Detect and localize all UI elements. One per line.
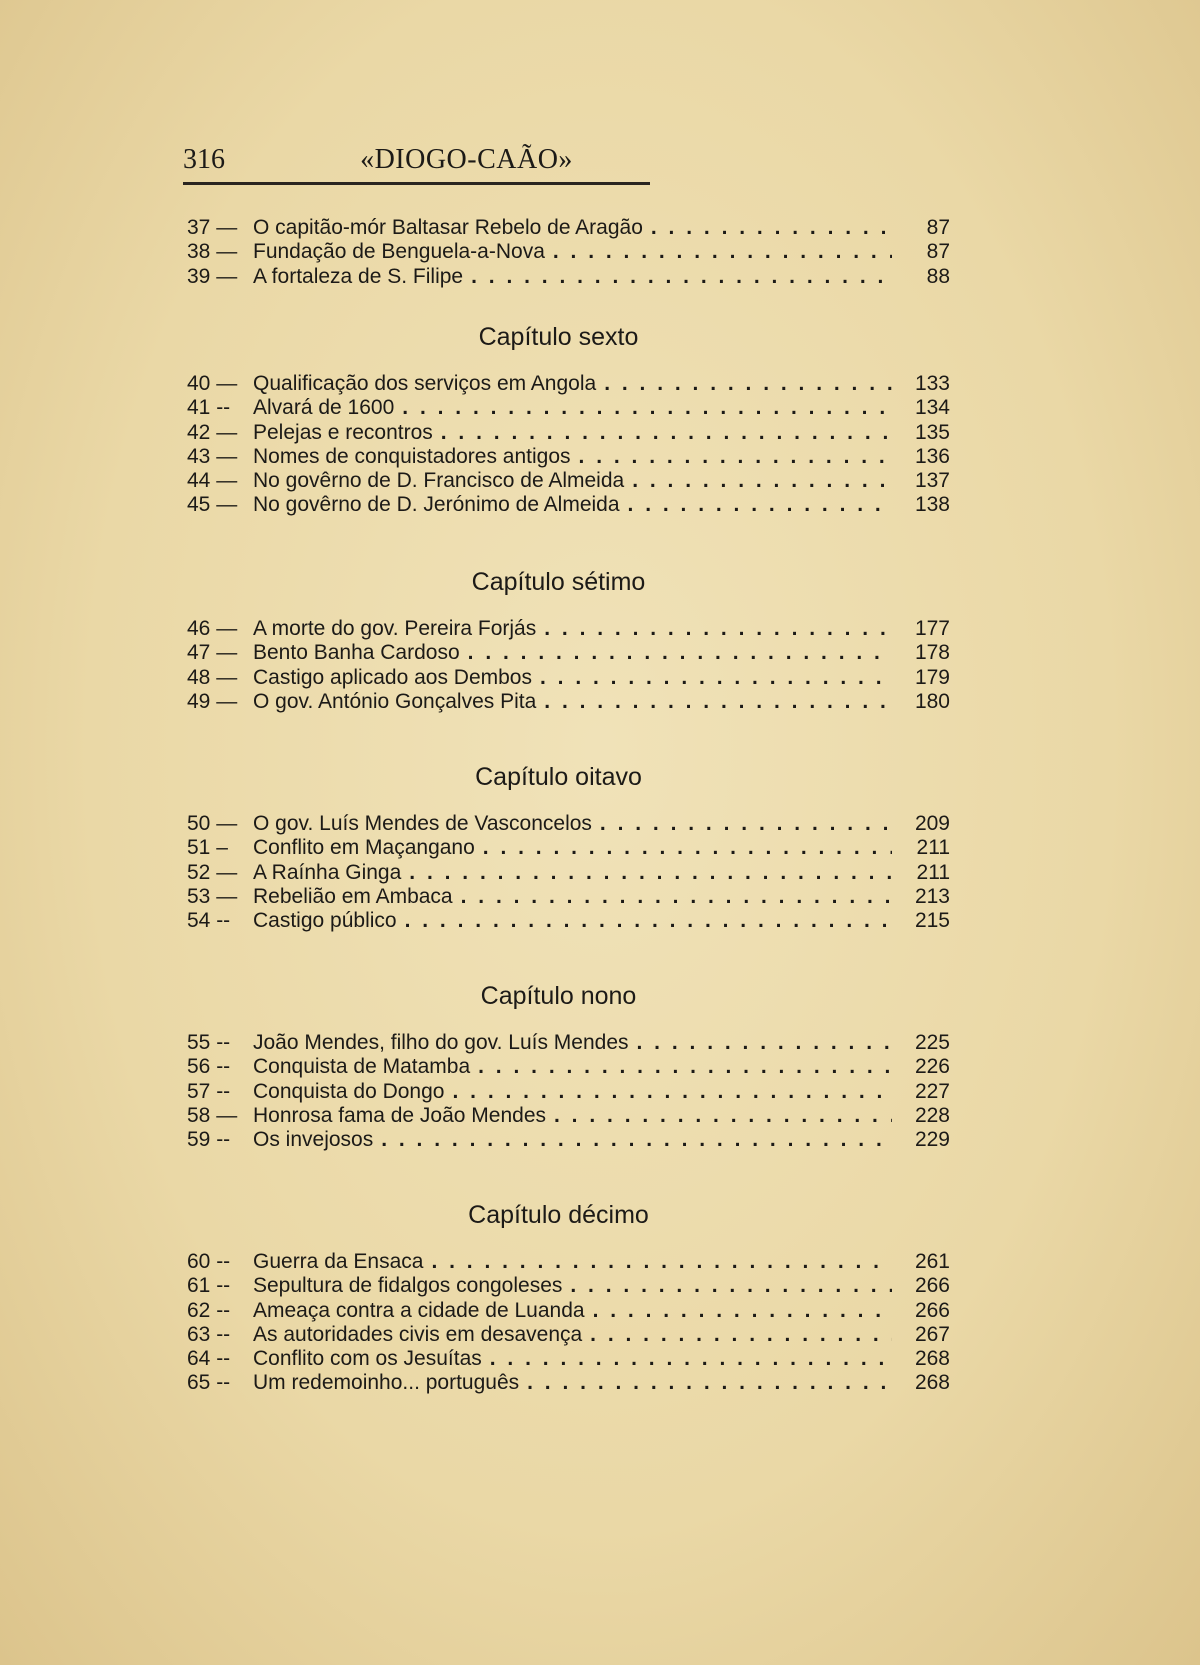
toc-entry xyxy=(187,1299,950,1323)
entry-number: 38 — xyxy=(187,240,238,264)
toc-section xyxy=(187,567,950,714)
entry-page: 133 xyxy=(914,372,950,395)
dot-leader xyxy=(536,617,892,641)
entry-number: 65 -- xyxy=(187,1371,231,1395)
toc-entry xyxy=(187,1104,950,1128)
entry-page: 87 xyxy=(926,216,950,239)
toc-entry xyxy=(187,421,950,445)
entry-number: 56 -- xyxy=(187,1055,231,1079)
entry-number: 51 – xyxy=(187,836,228,860)
toc-section xyxy=(187,981,950,1152)
toc-section xyxy=(187,1200,950,1396)
entry-number: 64 -- xyxy=(187,1347,231,1371)
entry-title: Honrosa fama de João Mendes xyxy=(253,1103,547,1127)
entry-title: Ameaça contra a cidade de Luanda xyxy=(253,1298,585,1322)
dot-leader xyxy=(519,1371,892,1395)
chapter-heading: Capítulo sétimo xyxy=(471,568,646,596)
toc-entry xyxy=(187,216,950,240)
dot-leader xyxy=(394,396,892,420)
dot-leader xyxy=(397,909,892,933)
entry-number: 63 -- xyxy=(187,1322,231,1346)
entry-number: 45 — xyxy=(187,493,238,517)
dot-leader xyxy=(624,469,892,493)
toc-entry xyxy=(187,396,950,420)
toc-entry xyxy=(187,885,950,909)
entry-title: O gov. Luís Mendes de Vasconcelos xyxy=(253,812,592,835)
entry-title: Conflito com os Jesuítas xyxy=(253,1347,482,1371)
dot-leader xyxy=(592,812,892,836)
toc-entry xyxy=(187,1347,950,1371)
dot-leader xyxy=(444,1080,892,1104)
page-number: 316 xyxy=(183,144,225,175)
toc-entry xyxy=(187,836,950,860)
entry-number: 57 -- xyxy=(187,1079,231,1103)
dot-leader xyxy=(401,861,892,885)
entry-title: A Raínha Ginga xyxy=(253,860,402,884)
running-header xyxy=(183,140,650,185)
entry-number: 47 — xyxy=(187,641,238,665)
entry-page: 213 xyxy=(914,884,950,908)
entry-number: 40 — xyxy=(187,372,238,395)
entry-page: 87 xyxy=(926,240,950,264)
entry-number: 44 — xyxy=(187,469,238,493)
entry-page: 211 xyxy=(916,836,950,860)
entry-page: 178 xyxy=(914,641,950,665)
entry-number: 59 -- xyxy=(187,1128,231,1152)
entry-page: 211 xyxy=(916,860,950,884)
entry-page: 138 xyxy=(914,493,950,517)
entry-number: 43 — xyxy=(187,444,238,468)
entry-title: Conquista de Matamba xyxy=(253,1055,471,1079)
dot-leader xyxy=(470,1055,892,1079)
toc-entry xyxy=(187,641,950,665)
entry-title: Guerra da Ensaca xyxy=(253,1250,424,1273)
entry-title: O capitão-mór Baltasar Rebelo de Aragão xyxy=(253,216,643,239)
dot-leader xyxy=(562,1274,892,1298)
entry-title: As autoridades civis em desavença xyxy=(253,1322,583,1346)
entry-page: 229 xyxy=(914,1128,950,1152)
toc-entry xyxy=(187,666,950,690)
toc-entry xyxy=(187,1250,950,1274)
entry-number: 37 — xyxy=(187,216,238,239)
dot-leader xyxy=(532,666,892,690)
dot-leader xyxy=(453,885,892,909)
entry-title: A fortaleza de S. Filipe xyxy=(253,264,464,288)
entry-number: 52 — xyxy=(187,860,238,884)
entry-title: Rebelião em Ambaca xyxy=(253,884,453,908)
entry-number: 39 — xyxy=(187,264,238,288)
entry-page: 267 xyxy=(914,1322,950,1346)
entry-page: 266 xyxy=(914,1274,950,1298)
dot-leader xyxy=(643,216,892,240)
entry-page: 261 xyxy=(914,1250,950,1273)
toc-entry xyxy=(187,445,950,469)
entry-page: 268 xyxy=(914,1371,950,1395)
chapter-heading: Capítulo décimo xyxy=(468,1201,649,1229)
toc-entry xyxy=(187,240,950,264)
entry-title: No govêrno de D. Francisco de Almeida xyxy=(253,469,625,493)
dot-leader xyxy=(460,641,892,665)
dot-leader xyxy=(629,1031,892,1055)
toc-entry xyxy=(187,1055,950,1079)
entry-page: 215 xyxy=(914,909,950,933)
entry-number: 53 — xyxy=(187,884,238,908)
entry-title: Um redemoinho... português xyxy=(253,1371,520,1395)
entry-page: 268 xyxy=(914,1347,950,1371)
dot-leader xyxy=(463,265,892,289)
toc-entry xyxy=(187,1274,950,1298)
entry-number: 54 -- xyxy=(187,909,231,933)
entry-title: Qualificação dos serviços em Angola xyxy=(253,372,597,395)
entry-page: 266 xyxy=(914,1298,950,1322)
toc-entry xyxy=(187,265,950,289)
entry-number: 50 — xyxy=(187,812,238,835)
toc-entry xyxy=(187,690,950,714)
dot-leader xyxy=(482,1347,892,1371)
entry-page: 226 xyxy=(914,1055,950,1079)
toc-entry xyxy=(187,372,950,396)
entry-page: 136 xyxy=(914,444,950,468)
toc-section xyxy=(187,216,950,289)
entry-page: 177 xyxy=(914,617,950,640)
entry-page: 225 xyxy=(914,1031,950,1054)
entry-page: 179 xyxy=(914,665,950,689)
entry-page: 227 xyxy=(914,1079,950,1103)
book-title: «DIOGO-CAÃO» xyxy=(360,144,573,175)
entry-number: 49 — xyxy=(187,689,238,713)
entry-number: 41 -- xyxy=(187,396,231,420)
toc-section xyxy=(187,762,950,933)
dot-leader xyxy=(545,240,892,264)
dot-leader xyxy=(546,1104,892,1128)
dot-leader xyxy=(423,1250,892,1274)
entry-page: 88 xyxy=(926,264,950,288)
entry-number: 46 — xyxy=(187,617,238,640)
entry-title: Castigo público xyxy=(253,909,397,933)
toc-entry xyxy=(187,1371,950,1395)
dot-leader xyxy=(536,690,892,714)
entry-title: Bento Banha Cardoso xyxy=(253,641,460,665)
entry-number: 55 -- xyxy=(187,1031,231,1054)
toc-entry xyxy=(187,1031,950,1055)
entry-number: 60 -- xyxy=(187,1250,231,1273)
entry-page: 228 xyxy=(914,1103,950,1127)
chapter-heading: Capítulo sexto xyxy=(478,323,639,351)
dot-leader xyxy=(433,421,892,445)
entry-title: O gov. António Gonçalves Pita xyxy=(253,689,537,713)
toc-entry xyxy=(187,909,950,933)
entry-number: 48 — xyxy=(187,665,238,689)
entry-number: 58 — xyxy=(187,1103,238,1127)
dot-leader xyxy=(620,493,892,517)
toc-entry xyxy=(187,1323,950,1347)
entry-number: 61 -- xyxy=(187,1274,231,1298)
toc-section xyxy=(187,322,950,518)
toc-entry xyxy=(187,812,950,836)
entry-title: Fundação de Benguela-a-Nova xyxy=(253,240,545,264)
entry-page: 134 xyxy=(914,396,950,420)
entry-title: Alvará de 1600 xyxy=(253,396,395,420)
entry-page: 209 xyxy=(914,812,950,835)
entry-title: Conflito em Maçangano xyxy=(253,836,475,860)
entry-number: 62 -- xyxy=(187,1298,231,1322)
dot-leader xyxy=(373,1128,892,1152)
entry-page: 137 xyxy=(914,469,950,493)
entry-title: Nomes de conquistadores antigos xyxy=(253,444,571,468)
entry-title: João Mendes, filho do gov. Luís Mendes xyxy=(253,1031,629,1054)
dot-leader xyxy=(596,372,892,396)
dot-leader xyxy=(585,1299,892,1323)
toc-entry xyxy=(187,1080,950,1104)
dot-leader xyxy=(582,1323,892,1347)
entry-number: 42 — xyxy=(187,420,238,444)
toc-entry xyxy=(187,1128,950,1152)
toc-entry xyxy=(187,861,950,885)
entry-title: A morte do gov. Pereira Forjás xyxy=(253,617,537,640)
entry-page: 135 xyxy=(914,420,950,444)
toc-entry xyxy=(187,493,950,517)
entry-page: 180 xyxy=(914,689,950,713)
dot-leader xyxy=(475,836,892,860)
toc-entry xyxy=(187,469,950,493)
entry-title: Castigo aplicado aos Dembos xyxy=(253,665,532,689)
dot-leader xyxy=(571,445,892,469)
entry-title: Os invejosos xyxy=(253,1128,374,1152)
toc-entry xyxy=(187,617,950,641)
entry-title: Sepultura de fidalgos congoleses xyxy=(253,1274,563,1298)
entry-title: Conquista do Dongo xyxy=(253,1079,445,1103)
entry-title: Pelejas e recontros xyxy=(253,420,433,444)
chapter-heading: Capítulo oitavo xyxy=(475,763,642,791)
entry-title: No govêrno de D. Jerónimo de Almeida xyxy=(253,493,620,517)
chapter-heading: Capítulo nono xyxy=(480,982,637,1010)
